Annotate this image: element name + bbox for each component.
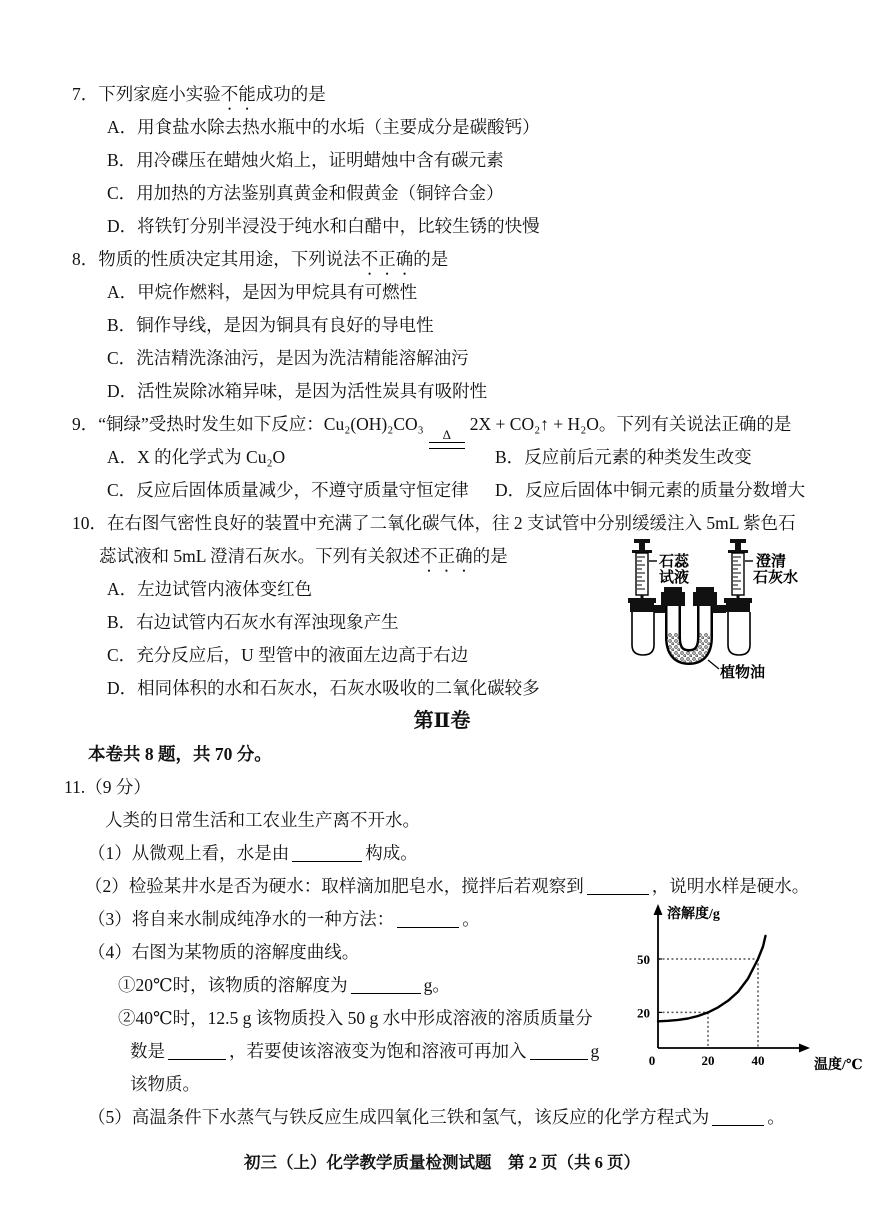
q7-stem-emphasis: 不能 — [220, 84, 256, 104]
y-axis-arrow — [654, 904, 663, 915]
left-test-tube-icon — [628, 598, 666, 655]
option-row — [107, 177, 812, 210]
y-tick-label: 50 — [637, 952, 650, 967]
q10-stem-emphasis: 不正确 — [420, 546, 473, 566]
q11-sub5 — [88, 1101, 812, 1134]
option-text: X 的化学式为 Cu₂O — [137, 447, 286, 467]
option-label: C． — [107, 480, 137, 500]
q8-stem-text-2: 的是 — [413, 249, 449, 269]
q10-stem-text-2: 蕊试液和 5mL 澄清石灰水。下列有关叙述 — [99, 546, 421, 566]
option-label: B． — [107, 150, 137, 170]
u-tube-icon — [661, 587, 717, 657]
q9-stem — [72, 408, 812, 441]
option-label: B． — [495, 447, 525, 467]
solubility-curve — [658, 936, 766, 1021]
litmus-label-line1: 石蕊 — [659, 554, 690, 570]
q8-stem — [72, 243, 812, 276]
x-tick-label: 40 — [751, 1053, 765, 1068]
q9-stem-text-2: 下列有关说法正确的是 — [616, 414, 792, 434]
option-label: A． — [107, 117, 138, 137]
q11-sub3-text: （3）将自来水制成纯净水的一种方法： — [88, 909, 395, 929]
option-label: C． — [107, 348, 137, 368]
q11-sub4-text-5: g — [590, 1041, 600, 1061]
option-cell — [495, 480, 805, 500]
delta-symbol: Δ — [442, 427, 451, 442]
q11-sub1 — [88, 837, 812, 870]
q11-sub5-text-2: 。 — [767, 1107, 785, 1127]
option-label: D． — [107, 381, 138, 401]
q11-sub1-text-2: 构成。 — [365, 843, 418, 863]
q10-stem-line1 — [72, 507, 812, 540]
q10-number: 10． — [72, 513, 107, 533]
option-label: C． — [107, 645, 137, 665]
q11-sub4-text-2: g。 — [423, 975, 450, 995]
option-row — [107, 375, 812, 408]
option-row-pair — [107, 441, 812, 474]
q10-stem-text-3: 的是 — [472, 546, 508, 566]
chem-formula-left: Cu₂(OH)₂CO₃ — [323, 414, 424, 434]
label-pointer-line — [708, 660, 719, 669]
option-text: 反应前后元素的种类发生改变 — [524, 447, 752, 467]
solubility-curve-chart — [624, 898, 870, 1083]
q11-number: 11. — [64, 777, 86, 797]
q11-sub4-line2: ②40℃时，12.5 g 该物质投入 50 g 水中形成溶液的溶质质量分 — [118, 1008, 593, 1028]
q11-score: （9 分） — [85, 777, 151, 797]
option-label: B． — [107, 315, 137, 335]
limewater-label-line1: 澄清 — [756, 554, 787, 570]
y-tick-label: 20 — [637, 1005, 650, 1021]
q11-sub3-text-2: 。 — [462, 909, 480, 929]
x-axis-label: 温度/℃ — [814, 1058, 863, 1073]
q7-stem — [72, 78, 812, 111]
q10-stem-text: 在右图气密性良好的装置中充满了二氧化碳气体，往 2 支试管中分别缓缓注入 5mL 紫色石 — [107, 513, 796, 533]
answer-blank — [530, 1040, 588, 1060]
answer-blank — [397, 908, 459, 928]
q9-number: 9． — [72, 414, 99, 434]
q11-heading — [64, 771, 812, 804]
answer-blank — [587, 875, 649, 895]
vegetable-oil-fill — [673, 633, 705, 657]
x-axis-arrow — [799, 1044, 810, 1053]
option-label: D． — [107, 678, 138, 698]
q11-sub4-head: （4）右图为某物质的溶解度曲线。 — [88, 942, 360, 962]
option-cell — [107, 474, 495, 507]
option-text: 用加热的方法鉴别真黄金和假黄金（铜锌合金） — [136, 183, 504, 203]
q11-sub4-text: ①20℃时，该物质的溶解度为 — [118, 975, 348, 995]
answer-blank — [168, 1040, 226, 1060]
option-row — [107, 342, 812, 375]
option-text: 用食盐水除去热水瓶中的水垢（主要成分是碳酸钙） — [137, 117, 540, 137]
litmus-label-line2: 试液 — [659, 570, 690, 586]
x-tick-label: 20 — [701, 1053, 715, 1068]
left-syringe-icon — [632, 539, 652, 601]
option-label: D． — [107, 216, 138, 236]
q11-sub4-line4: 该物质。 — [130, 1074, 200, 1094]
option-label: B． — [107, 612, 137, 632]
option-text: 充分反应后，U 型管中的液面左边高于右边 — [136, 645, 469, 665]
option-text: 将铁钉分别半浸没于纯水和白醋中，比较生锈的快慢 — [137, 216, 540, 236]
answer-blank — [712, 1106, 764, 1126]
chem-formula-right: 2X + CO₂↑ + H₂O。 — [469, 414, 617, 434]
answer-blank — [351, 974, 421, 994]
option-text: 洗洁精洗涤油污，是因为洗洁精能溶解油污 — [136, 348, 469, 368]
option-label: A． — [107, 579, 138, 599]
option-label: A． — [107, 447, 138, 467]
option-text: 甲烷作燃料，是因为甲烷具有可燃性 — [137, 282, 418, 302]
q11-sub1-text: （1）从微观上看，水是由 — [88, 843, 290, 863]
option-row — [107, 309, 812, 342]
q11-sub4-text-3: 数是 — [130, 1041, 165, 1061]
option-label: A． — [107, 282, 138, 302]
option-row — [107, 111, 812, 144]
option-row — [107, 276, 812, 309]
right-syringe-icon — [728, 539, 748, 601]
part2-subtitle: 本卷共 8 题，共 70 分。 — [88, 744, 272, 764]
option-text: 活性炭除冰箱异味，是因为活性炭具有吸附性 — [137, 381, 488, 401]
option-cell — [495, 447, 752, 467]
option-text: 反应后固体质量减少，不遵守质量守恒定律 — [136, 480, 469, 500]
q7-number: 7． — [72, 84, 99, 104]
option-text: 相同体积的水和石灰水，石灰水吸收的二氧化碳较多 — [137, 678, 540, 698]
option-row — [107, 144, 812, 177]
option-label: D． — [495, 480, 526, 500]
q11-sub2-text: （2）检验某井水是否为硬水：取样滴加肥皂水，搅拌后若观察到 — [85, 876, 584, 896]
option-text: 用冷碟压在蜡烛火焰上，证明蜡烛中含有碳元素 — [136, 150, 504, 170]
q11-sub2-text-2: ，说明水样是硬水。 — [651, 876, 810, 896]
option-text: 左边试管内液体变红色 — [137, 579, 313, 599]
q10-apparatus-figure — [620, 537, 860, 707]
q8-stem-text: 物质的性质决定其用途，下列说法 — [98, 249, 361, 269]
option-text: 反应后固体中铜元素的质量分数增大 — [525, 480, 806, 500]
y-axis-label: 溶解度/g — [667, 907, 720, 922]
option-cell — [107, 441, 495, 474]
q11-sub5-text: （5）高温条件下水蒸气与铁反应生成四氧化三铁和氢气，该反应的化学方程式为 — [88, 1107, 710, 1127]
part2-title: 第Ⅱ卷 — [413, 710, 471, 732]
option-text: 铜作导线，是因为铜具有良好的导电性 — [136, 315, 434, 335]
q11-intro: 人类的日常生活和工农业生产离不开水。 — [105, 810, 420, 830]
page-footer: 初三（上）化学教学质量检测试题 第 2 页（共 6 页） — [244, 1153, 640, 1172]
q7-stem-text: 下列家庭小实验 — [98, 84, 221, 104]
q8-number: 8． — [72, 249, 99, 269]
q9-stem-text: “铜绿”受热时发生如下反应： — [98, 414, 324, 434]
vegetable-oil-label: 植物油 — [720, 665, 766, 681]
x-tick-label: 0 — [648, 1053, 656, 1068]
option-row-pair — [107, 474, 812, 507]
option-label: C． — [107, 183, 137, 203]
right-test-tube-icon — [712, 598, 752, 655]
q11-sub4-text-4: ，若要使该溶液变为饱和溶液可再加入 — [229, 1041, 527, 1061]
q8-stem-emphasis: 不正确 — [360, 249, 414, 269]
q7-stem-text-2: 成功的是 — [255, 84, 326, 104]
option-text: 右边试管内石灰水有浑浊现象产生 — [136, 612, 399, 632]
limewater-label-line2: 石灰水 — [753, 570, 799, 586]
option-row — [107, 210, 812, 243]
answer-blank — [292, 842, 362, 862]
